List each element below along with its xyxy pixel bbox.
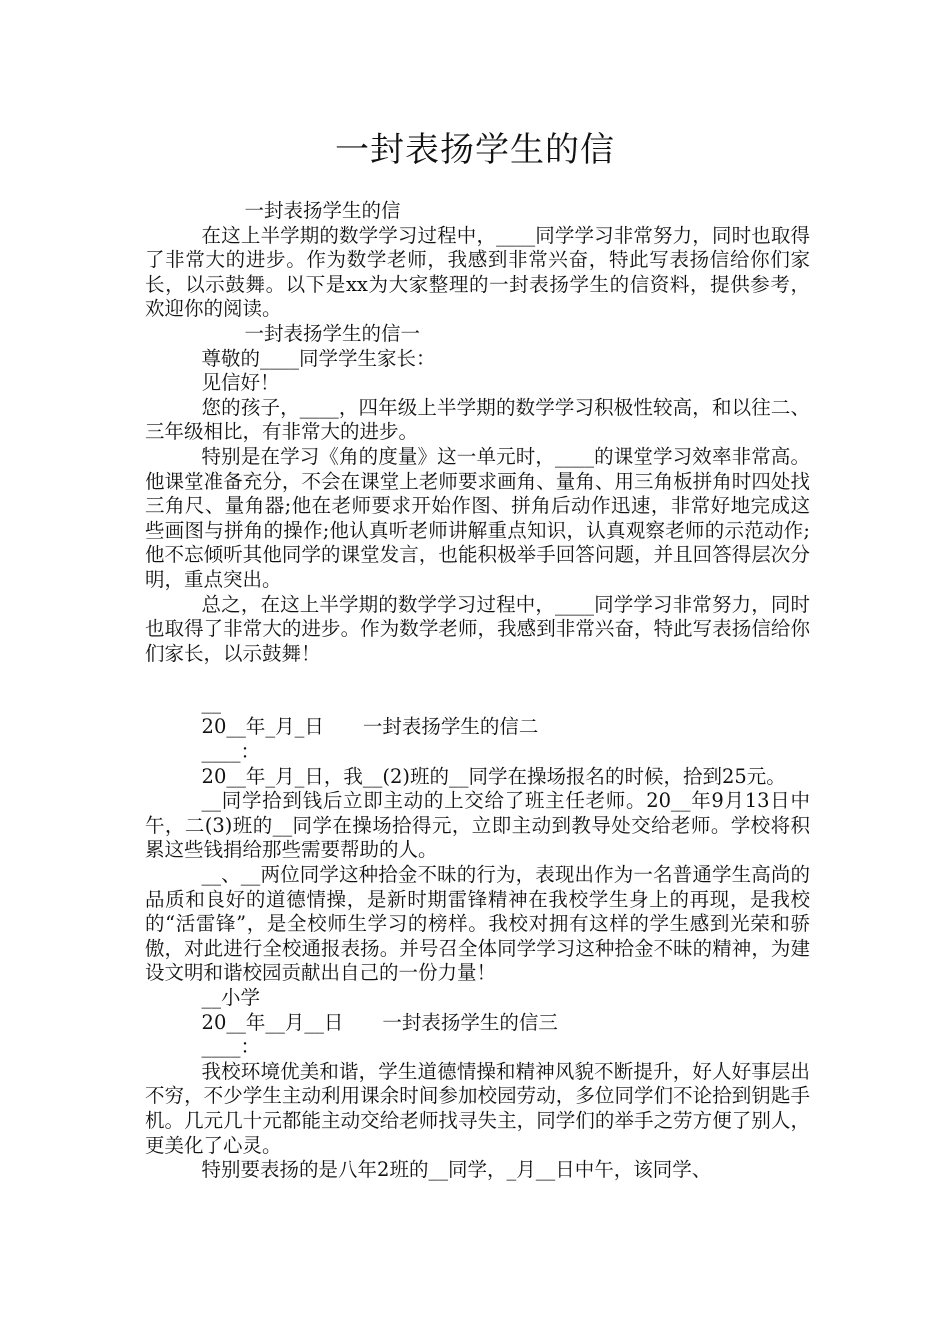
paragraph: ____： <box>201 1035 261 1059</box>
paragraph: __同学拾到钱后立即主动的上交给了班主任老师。20__年9月13日中午，二(3)班的__同学在操场拾得元，立即主动到教导处交给老师。学校将积累这些钱捐给那些需要帮助的人。 <box>145 789 810 862</box>
paragraph: 您的孩子，____，四年级上半学期的数学学习积极性较高，和以往二、三年级相比，有非常大的进步。 <box>145 395 810 444</box>
paragraph: 20__年_月_日 一封表扬学生的信二 <box>201 715 539 739</box>
paragraph: 特别要表扬的是八年2班的__同学，_月__日中午，该同学、 <box>201 1158 712 1182</box>
paragraph: 一封表扬学生的信一 <box>244 321 420 345</box>
paragraph: 尊敬的____同学学生家长： <box>201 346 436 370</box>
paragraph: 特别是在学习《角的度量》这一单元时，____的课堂学习效率非常高。他课堂准备充分，不会在课堂上老师要求画角、量角、用三角板拼角时四处找三角尺、量角器;他在老师要求开始作图、拼角后动作迅速，非常好地完成这些画图与拼角的操作;他认真听老师讲解重点知识，认真观察老师的示范动作;他不忘倾听其他同学的课堂发言，也能积极举手回答问题，并且回答得层次分明，重点突出。 <box>145 444 810 591</box>
paragraph: __、__两位同学这种拾金不昧的行为，表现出作为一名普通学生高尚的品质和良好的道德情操，是新时期雷锋精神在我校学生身上的再现，是我校的“活雷锋”，是全校师生学习的榜样。我校对拥有这样的学生感到光荣和骄傲，对此进行全校通报表扬。并号召全体同学学习这种拾金不昧的精神，为建设文明和谐校园贡献出自己的一份力量！ <box>145 863 810 985</box>
document-body <box>145 199 810 1183</box>
paragraph: 见信好！ <box>201 371 280 395</box>
paragraph: __ <box>201 690 222 714</box>
paragraph: ____： <box>201 740 261 764</box>
document-title: 一封表扬学生的信 <box>335 130 615 170</box>
paragraph: 总之，在这上半学期的数学学习过程中，____同学学习非常努力，同时也取得了非常大的进步。作为数学老师，我感到非常兴奋，特此写表扬信给你们家长，以示鼓舞！ <box>145 592 810 665</box>
paragraph: 20__年_月_日，我__(2)班的__同学在操场报名的时候，拾到25元。 <box>201 764 786 788</box>
paragraph: 20__年__月__日 一封表扬学生的信三 <box>201 1010 558 1034</box>
paragraph <box>145 666 810 691</box>
paragraph: __小学 <box>201 986 261 1009</box>
paragraph: 我校环境优美和谐，学生道德情操和精神风貌不断提升，好人好事层出不穷，不少学生主动利用课余时间参加校园劳动，多位同学们不论拾到钥匙手机。几元几十元都能主动交给老师找寻失主，同学们的举手之劳方便了别人，更美化了心灵。 <box>145 1059 810 1157</box>
paragraph: 一封表扬学生的信 <box>244 199 401 222</box>
paragraph: 在这上半学期的数学学习过程中，____同学学习非常努力，同时也取得了非常大的进步。作为数学老师，我感到非常兴奋，特此写表扬信给你们家长，以示鼓舞。以下是xx为大家整理的一封表扬学生的信资料，提供参考，欢迎你的阅读。 <box>145 223 810 321</box>
